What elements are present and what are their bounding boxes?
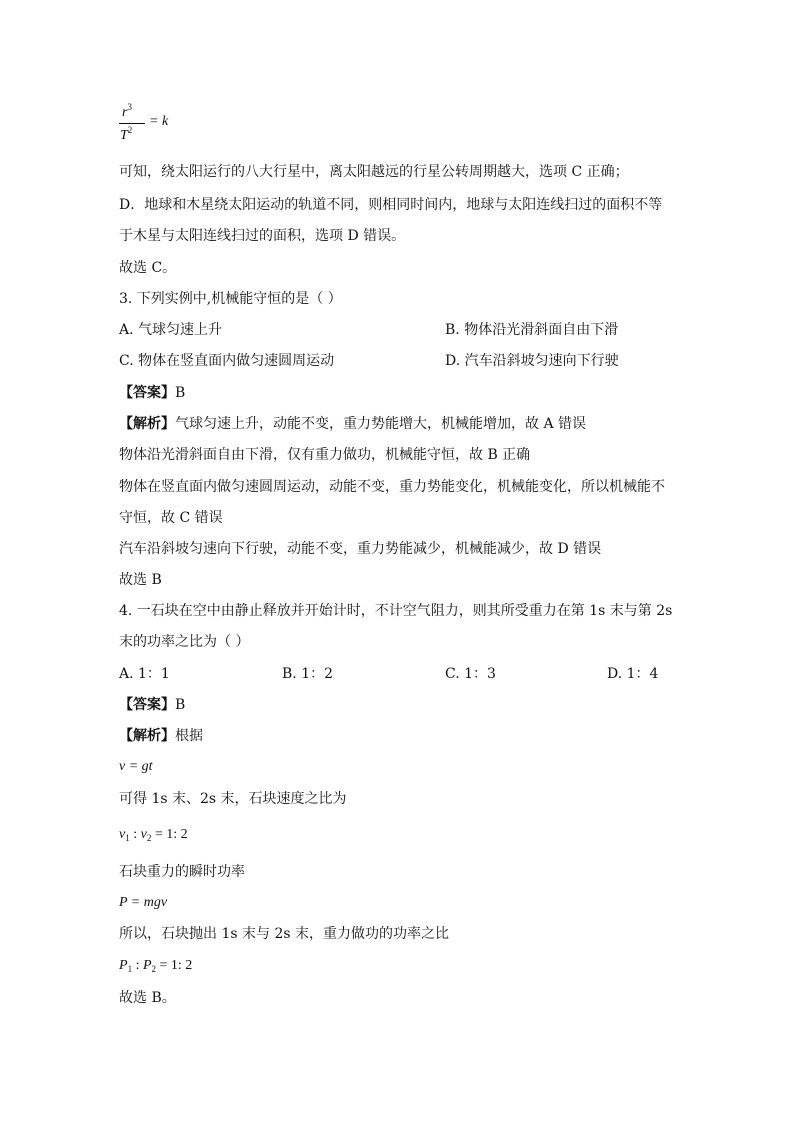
equation-velocity-ratio: $v_1$ : $v_2 = 1$: 2 xyxy=(119,827,188,843)
q3-analysis-line: 守恒，故 C 错误 xyxy=(119,510,223,526)
q4-option-b: B. 1：2 xyxy=(282,666,334,682)
answer-value: B xyxy=(175,385,186,401)
equation-power: P = mgv xyxy=(119,895,168,910)
q3-analysis-line: 物体在竖直面内做匀速圆周运动，动能不变，重力势能变化，机械能变化，所以机械能不 xyxy=(119,479,665,495)
q4-conclusion: 故选 B。 xyxy=(119,990,176,1006)
fraction-bar xyxy=(119,123,145,124)
q3-analysis-line: 物体沿光滑斜面自由下滑，仅有重力做功，机械能守恒，故 B 正确 xyxy=(119,447,531,463)
formula-denominator: $T^2$ xyxy=(120,125,133,143)
text-line: 故选 C。 xyxy=(119,260,177,276)
analysis-tag: 【解析】 xyxy=(119,728,175,744)
question-4-stem: 4. 一石块在空中由静止释放并开始计时，不计空气阻力，则其所受重力在第 1s 末与第 2s xyxy=(119,603,673,619)
q3-option-b: B. 物体沿光滑斜面自由下滑 xyxy=(445,322,619,338)
q4-option-d: D. 1：4 xyxy=(607,666,659,682)
equation-velocity: v = gt xyxy=(119,759,153,774)
equation-power-ratio: $P_1$ : $P_2 = 1$: 2 xyxy=(119,958,193,974)
text-line: 可知，绕太阳运行的八大行星中，离太阳越远的行星公转周期越大，选项 C 正确； xyxy=(119,164,629,180)
q4-analysis-line: 【解析】根据 xyxy=(119,728,203,744)
question-4-stem-cont: 末的功率之比为（ ） xyxy=(119,634,250,650)
q4-analysis-line: 石块重力的瞬时功率 xyxy=(119,864,245,880)
q4-option-a: A. 1：1 xyxy=(119,666,170,682)
q3-option-d: D. 汽车沿斜坡匀速向下行驶 xyxy=(445,353,619,369)
analysis-tag: 【解析】 xyxy=(119,416,175,432)
answer-tag: 【答案】 xyxy=(119,385,175,401)
q3-analysis-line: 【解析】气球匀速上升，动能不变，重力势能增大，机械能增加，故 A 错误 xyxy=(119,416,587,432)
q3-option-a: A. 气球匀速上升 xyxy=(119,322,223,338)
text-line: D．地球和木星绕太阳运动的轨道不同，则相同时间内，地球与太阳连线扫过的面积不等 xyxy=(119,197,663,213)
formula-rhs: = k xyxy=(149,114,169,129)
q3-answer xyxy=(119,383,185,403)
q4-option-c: C. 1：3 xyxy=(445,666,496,682)
text-line: 于木星与太阳连线扫过的面积，选项 D 错误。 xyxy=(119,228,406,244)
formula-numerator: $r^3$ xyxy=(122,102,132,120)
q4-answer xyxy=(119,695,185,715)
q4-analysis-line: 可得 1s 末、2s 末，石块速度之比为 xyxy=(119,791,347,807)
q3-analysis-line: 汽车沿斜坡匀速向下行驶，动能不变，重力势能减少，机械能减少，故 D 错误 xyxy=(119,541,602,557)
kepler-formula xyxy=(119,102,179,146)
q3-option-c: C. 物体在竖直面内做匀速圆周运动 xyxy=(119,353,335,369)
q3-conclusion: 故选 B xyxy=(119,572,162,588)
question-3-stem: 3. 下列实例中,机械能守恒的是（ ） xyxy=(119,291,342,307)
q4-analysis-line: 所以，石块抛出 1s 末与 2s 末，重力做功的功率之比 xyxy=(119,926,449,942)
answer-value: B xyxy=(175,697,186,713)
answer-tag: 【答案】 xyxy=(119,697,175,713)
